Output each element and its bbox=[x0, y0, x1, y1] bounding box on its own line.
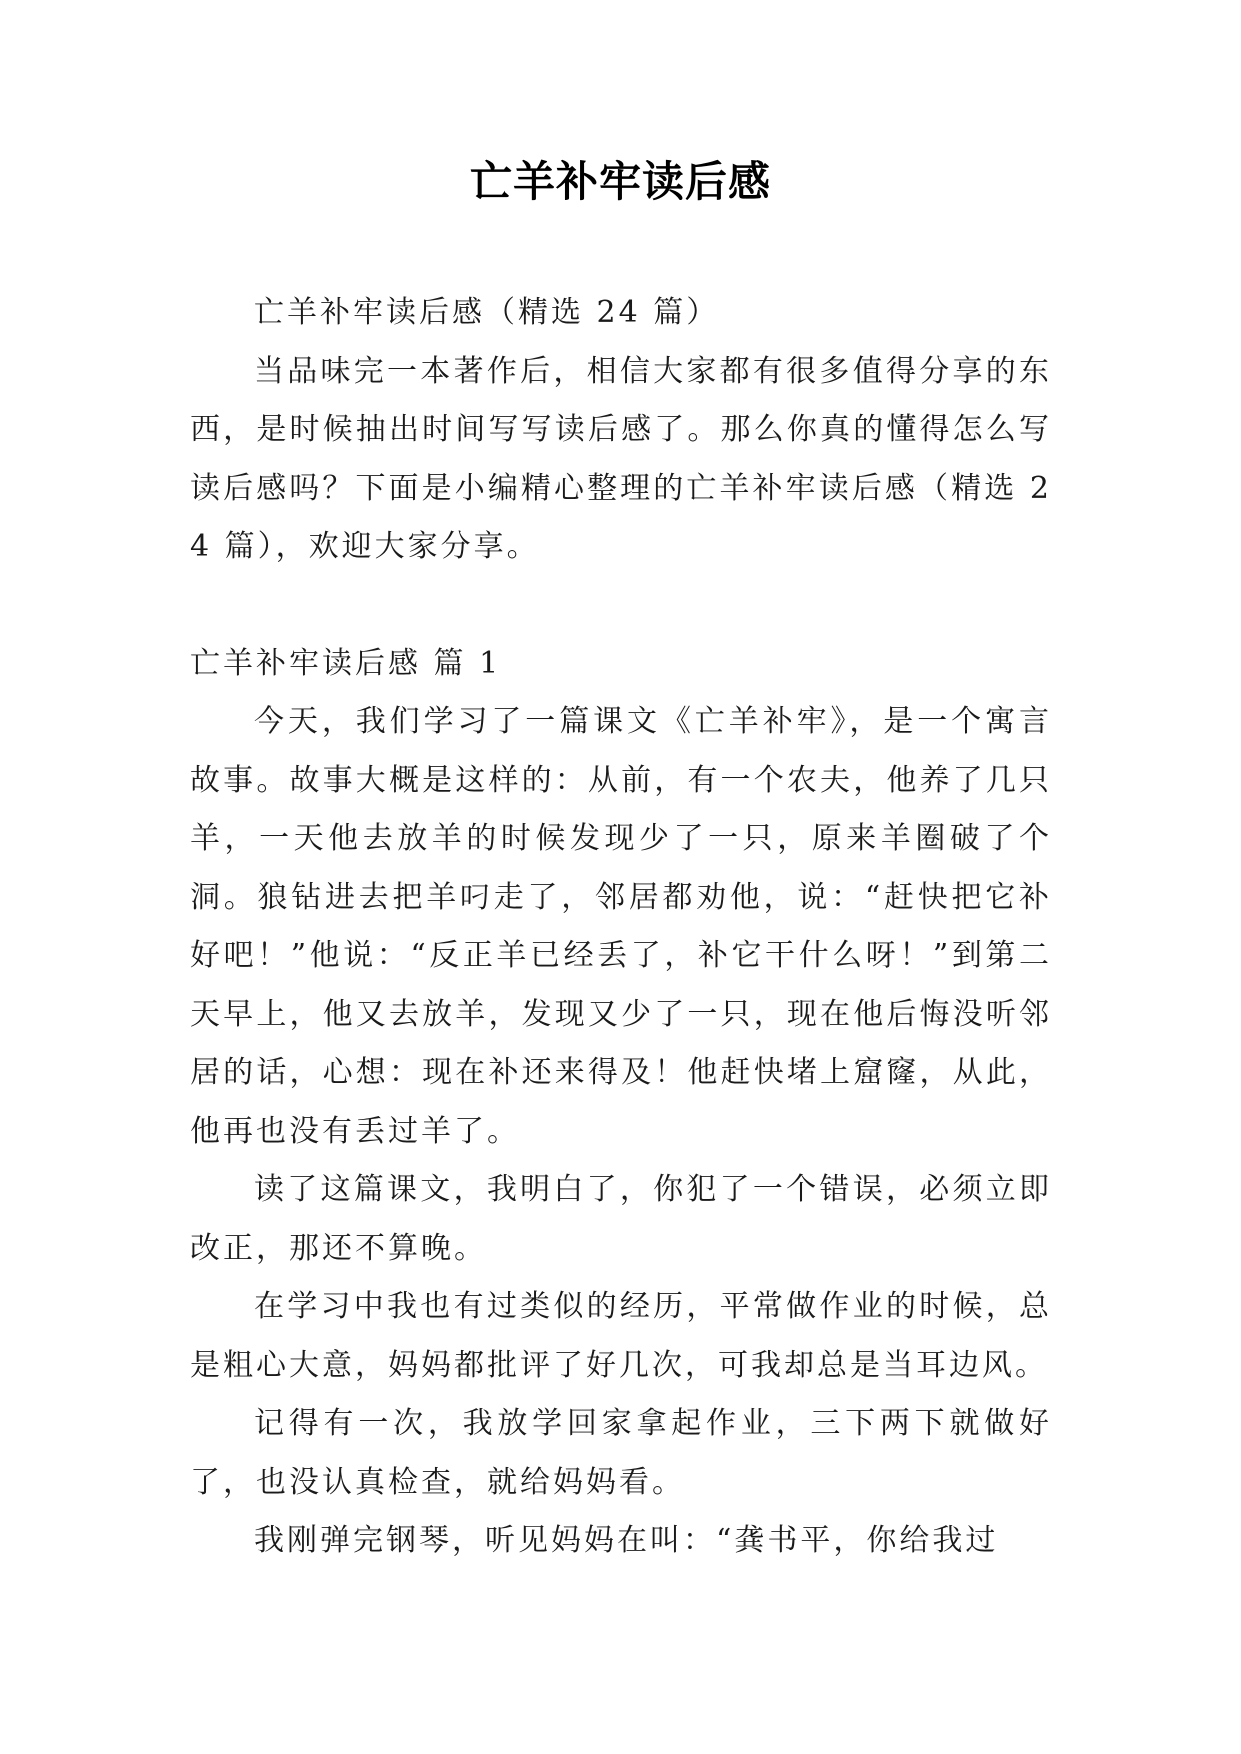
section-heading: 亡羊补牢读后感 篇 1 bbox=[190, 645, 502, 681]
document-subtitle: 亡羊补牢读后感（精选 24 篇） bbox=[254, 295, 720, 330]
intro-paragraph: 当品味完一本著作后，相信大家都有很多值得分享的东西，是时候抽出时间写写读后感了。那么你真的懂得怎么写读后感吗？下面是小编精心整理的亡羊补牢读后感（精选 24 篇），欢迎大家分享。 bbox=[190, 353, 1052, 564]
document-title: 亡羊补牢读后感 bbox=[469, 157, 771, 206]
body-paragraph: 记得有一次，我放学回家拿起作业，三下两下就做好了，也没认真检查，就给妈妈看。 bbox=[190, 1406, 1052, 1500]
body-paragraph: 我刚弹完钢琴，听见妈妈在叫：“龚书平，你给我过 bbox=[254, 1523, 999, 1558]
body-paragraph: 读了这篇课文，我明白了，你犯了一个错误，必须立即改正，那还不算晚。 bbox=[190, 1172, 1052, 1266]
document-body bbox=[190, 284, 1052, 1571]
body-paragraph: 在学习中我也有过类似的经历，平常做作业的时候，总是粗心大意，妈妈都批评了好几次，可我却总是当耳边风。 bbox=[190, 1289, 1052, 1383]
body-paragraph: 今天，我们学习了一篇课文《亡羊补牢》，是一个寓言故事。故事大概是这样的：从前，有一个农夫，他养了几只羊，一天他去放羊的时候发现少了一只，原来羊圈破了个洞。狼钻进去把羊叼走了，邻居都劝他，说：“赶快把它补好吧！”他说：“反正羊已经丢了，补它干什么呀！”到第二天早上，他又去放羊，发现又少了一只，现在他后悔没听邻居的话，心想：现在补还来得及！他赶快堵上窟窿，从此，他再也没有丢过羊了。 bbox=[190, 704, 1052, 1149]
